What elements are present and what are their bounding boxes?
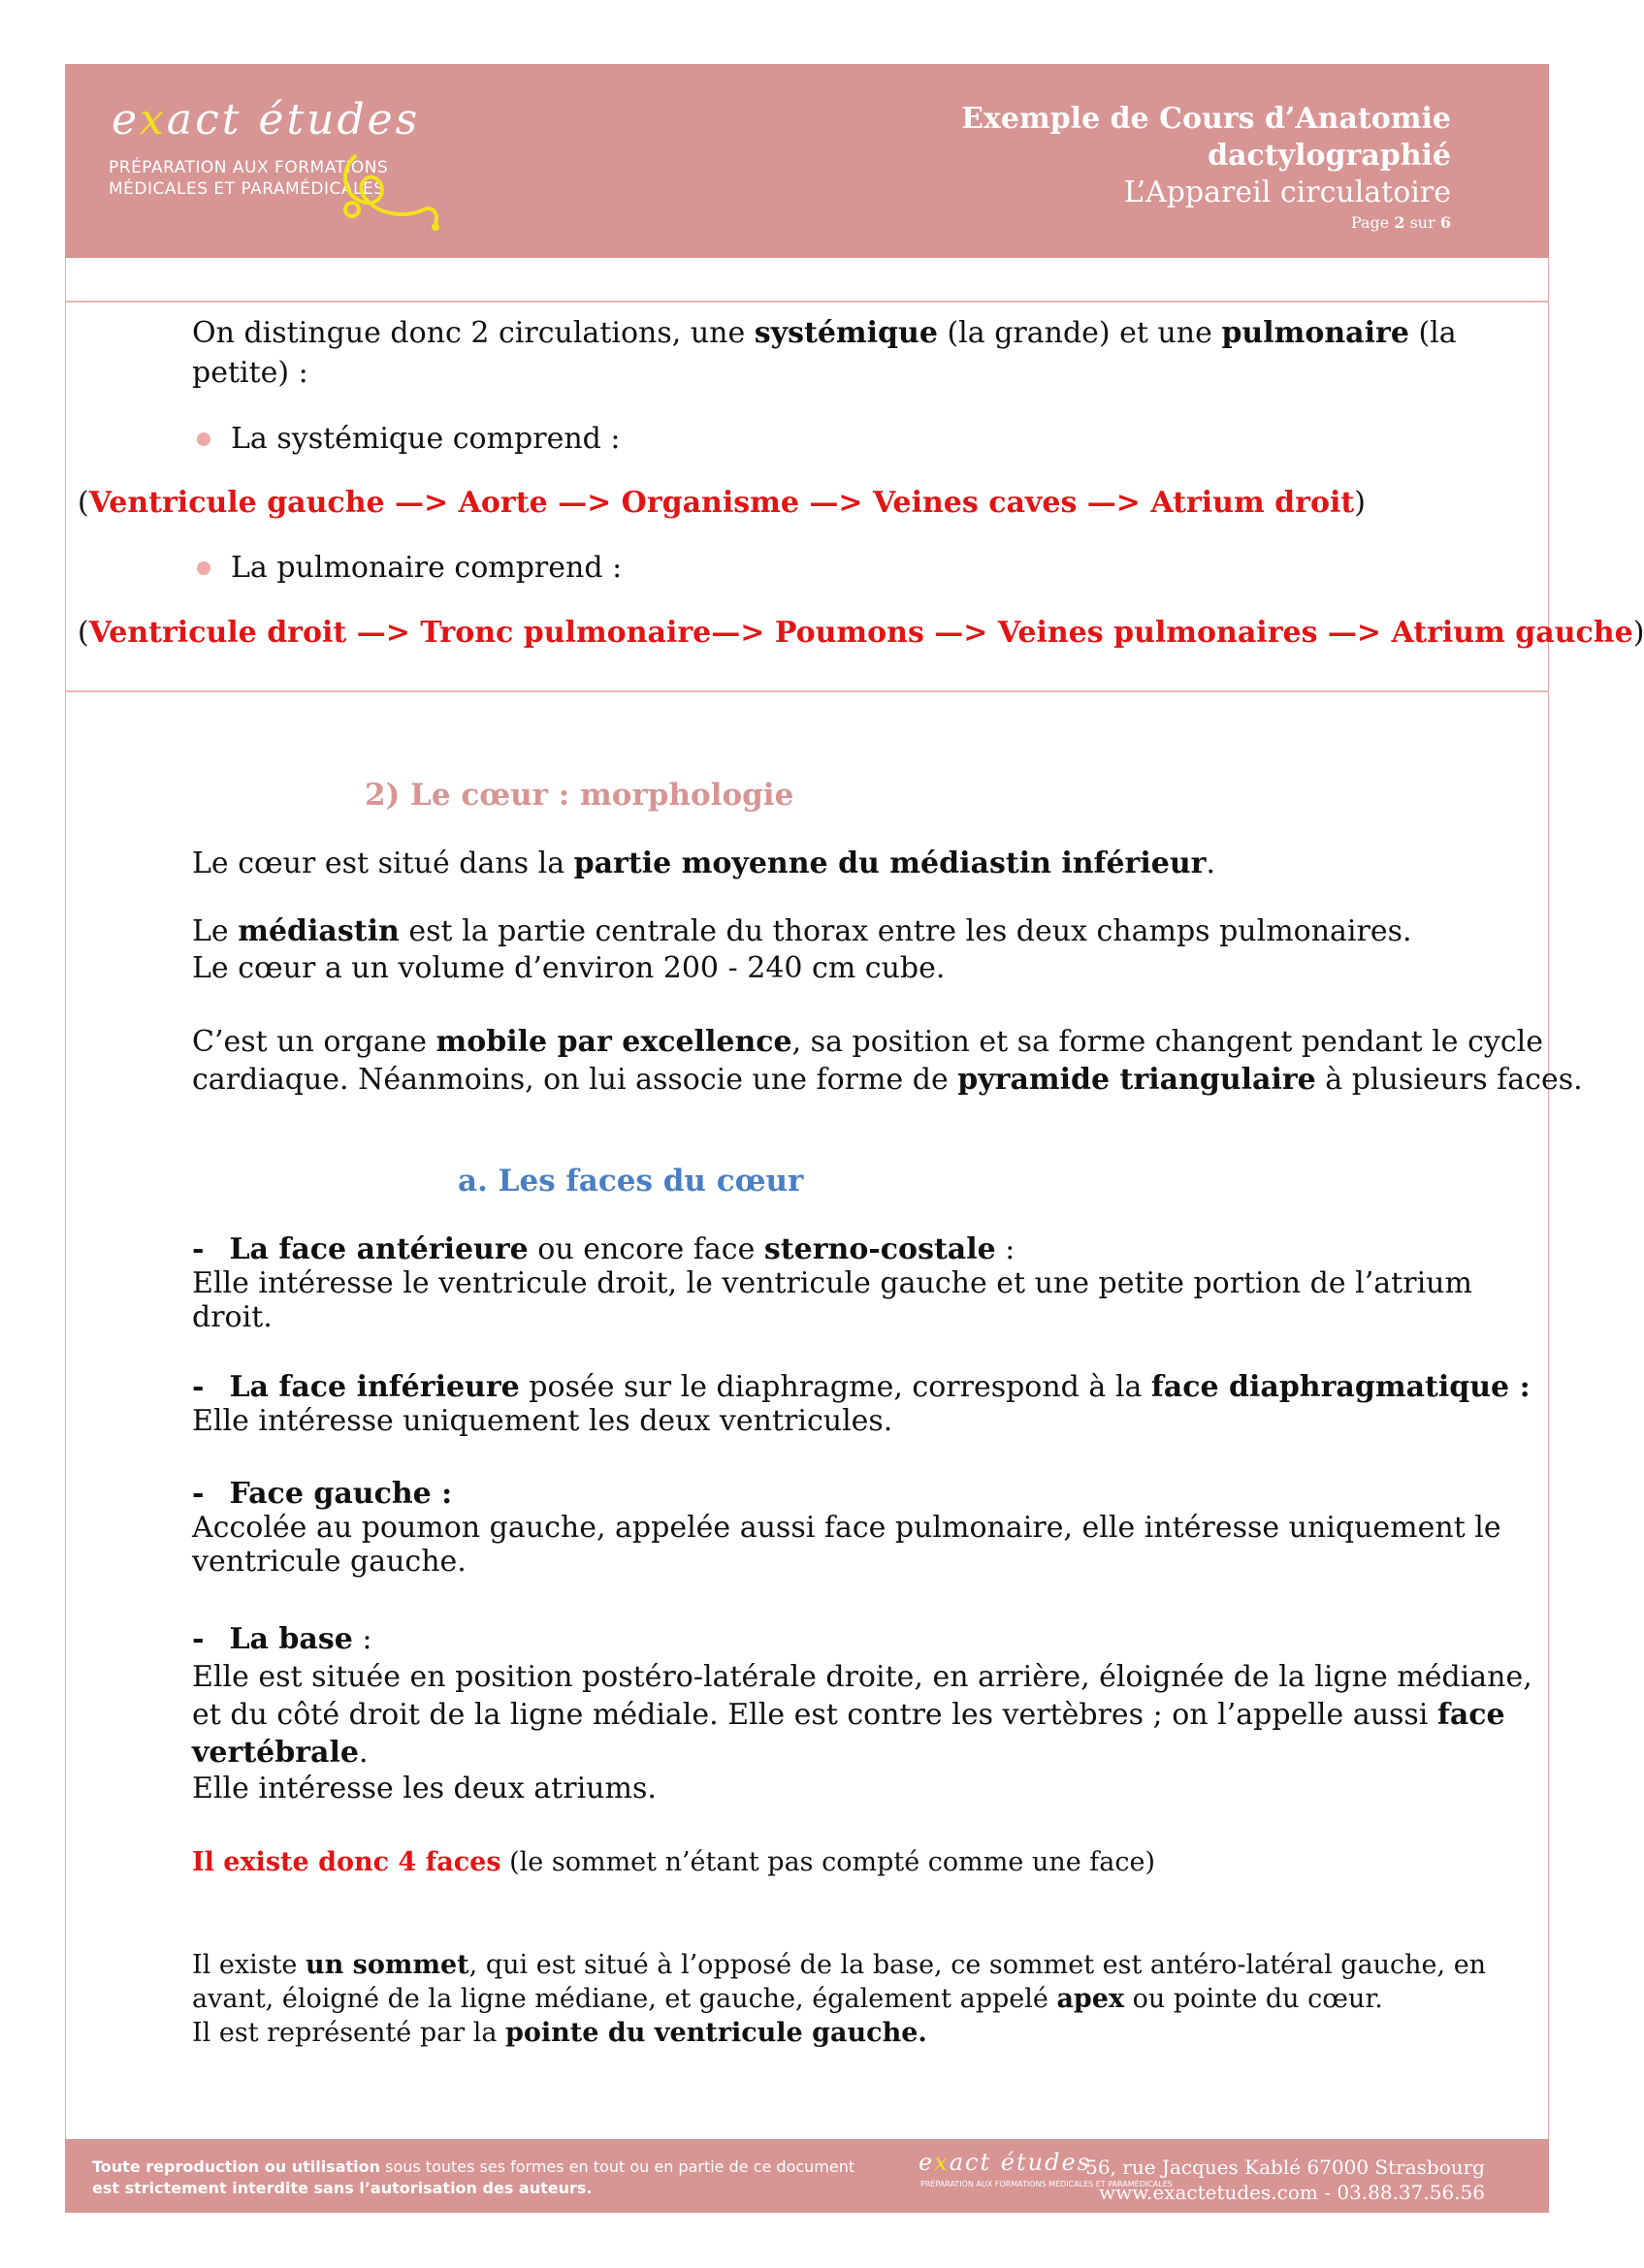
divider-middle bbox=[65, 690, 1549, 692]
subheading-faces: a. Les faces du cœur bbox=[458, 1164, 804, 1198]
face-inferieure-desc: Elle intéresse uniquement les deux ventricules. bbox=[192, 1404, 893, 1438]
paragraph-organe-line2: cardiaque. Néanmoins, on lui associe une forme de pyramide triangulaire à plusieurs faces. bbox=[192, 1063, 1583, 1097]
systemic-path: (Ventricule gauche —> Aorte —> Organisme —> Veines caves —> Atrium droit) bbox=[78, 486, 1366, 520]
face-gauche-desc2: ventricule gauche. bbox=[192, 1545, 467, 1579]
face-base-desc3: vertébrale. bbox=[192, 1736, 369, 1770]
face-anterieure: - La face antérieure ou encore face sterno-costale : bbox=[192, 1232, 1015, 1266]
header-title-line1: Exemple de Cours d’Anatomie bbox=[961, 102, 1451, 136]
face-base-desc2: et du côté droit de la ligne médiale. Elle est contre les vertèbres ; on l’appelle aussi face bbox=[192, 1698, 1505, 1732]
face-base: - La base : bbox=[192, 1622, 372, 1656]
header-subtitle: L’Appareil circulatoire bbox=[1123, 176, 1451, 209]
stethoscope-icon bbox=[335, 145, 451, 238]
paragraph-organe-line1: C’est un organe mobile par excellence, sa position et sa forme changent pendant le cycle bbox=[192, 1025, 1543, 1059]
faces-summary: Il existe donc 4 faces (le sommet n’étant pas compté comme une face) bbox=[192, 1847, 1156, 1877]
pulmonary-path: (Ventricule droit —> Tronc pulmonaire—> Poumons —> Veines pulmonaires —> Atrium gauche) bbox=[78, 616, 1644, 650]
bullet-dot bbox=[197, 561, 210, 575]
face-gauche-desc: Accolée au poumon gauche, appelée aussi face pulmonaire, elle intéresse uniquement le bbox=[192, 1511, 1501, 1545]
face-inferieure: - La face inférieure posée sur le diaphragme, correspond à la face diaphragmatique : bbox=[192, 1370, 1531, 1404]
face-base-desc4: Elle intéresse les deux atriums. bbox=[192, 1772, 657, 1805]
section-heading-morphologie: 2) Le cœur : morphologie bbox=[365, 778, 794, 813]
paragraph-mediastin: Le médiastin est la partie centrale du thorax entre les deux champs pulmonaires. bbox=[192, 914, 1412, 948]
footer-copyright: Toute reproduction ou utilisation sous toutes ses formes en tout ou en partie de ce document est strictement interdite sans l’autorisation des auteurs. bbox=[92, 2157, 855, 2197]
paragraph-situation: Le cœur est situé dans la partie moyenne du médiastin inférieur. bbox=[192, 847, 1215, 880]
bullet-systemique: La systémique comprend : bbox=[231, 422, 621, 456]
page-counter: Page 2 sur 6 bbox=[1350, 213, 1451, 232]
sommet-line1: Il existe un sommet, qui est situé à l’opposé de la base, ce sommet est antéro-latéral gauche, en bbox=[192, 1950, 1487, 1980]
footer-address: 56, rue Jacques Kablé 67000 Strasbourg bbox=[1085, 2156, 1485, 2179]
face-anterieure-desc: Elle intéresse le ventricule droit, le ventricule gauche et une petite portion de l’atrium bbox=[192, 1266, 1472, 1300]
brand-logo: exact études bbox=[112, 95, 421, 144]
face-anterieure-desc2: droit. bbox=[192, 1300, 273, 1334]
face-base-desc1: Elle est située en position postéro-latérale droite, en arrière, éloignée de la ligne médiane, bbox=[192, 1660, 1532, 1694]
logo-tagline-line2: MÉDICALES ET PARAMÉDICALES bbox=[109, 179, 385, 199]
circulation-intro: On distingue donc 2 circulations, une systémique (la grande) et une pulmonaire (la bbox=[192, 316, 1457, 350]
circulation-intro-line2: petite) : bbox=[192, 356, 308, 390]
sommet-line3: Il est représenté par la pointe du ventricule gauche. bbox=[192, 2018, 927, 2048]
footer-website-phone[interactable]: www.exactetudes.com - 03.88.37.56.56 bbox=[1099, 2181, 1485, 2204]
sommet-line2: avant, éloigné de la ligne médiane, et gauche, également appelé apex ou pointe du cœur. bbox=[192, 1984, 1383, 2014]
face-gauche: - Face gauche : bbox=[192, 1477, 453, 1511]
bullet-dot bbox=[197, 432, 210, 446]
bullet-pulmonaire: La pulmonaire comprend : bbox=[231, 551, 623, 585]
footer-logo: exact études bbox=[919, 2149, 1091, 2176]
footer-contact bbox=[1085, 2155, 1485, 2205]
header-title-line2: dactylographié bbox=[1208, 139, 1451, 173]
paragraph-volume: Le cœur a un volume d’environ 200 - 240 cm cube. bbox=[192, 951, 946, 985]
page-footer bbox=[65, 2139, 1549, 2213]
logo-tagline-line1: PRÉPARATION AUX FORMATIONS bbox=[109, 158, 389, 177]
header-title-block bbox=[961, 101, 1451, 235]
footer-logo-tagline: PRÉPARATION AUX FORMATIONS MÉDICALES ET PARAMÉDICALES bbox=[920, 2180, 1173, 2188]
divider-top bbox=[65, 301, 1549, 303]
